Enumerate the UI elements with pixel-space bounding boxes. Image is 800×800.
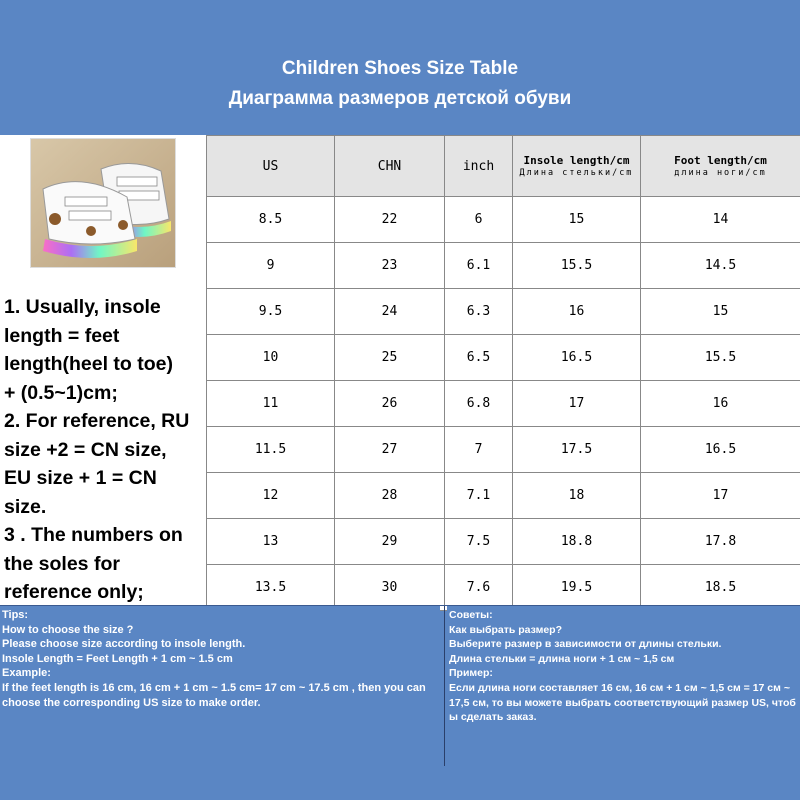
cell-inch: 7 [445, 427, 513, 473]
tip-line: If the feet length is 16 cm, 16 cm + 1 cm ~ 1.5 cm= 17 cm ~ 17.5 cm , then you can [2, 681, 426, 694]
cell-chn: 27 [335, 427, 445, 473]
header-foot-en: Foot length/cm [674, 154, 767, 167]
tip-line: Советы: [449, 609, 493, 621]
tip-line: Please choose size according to insole length. [2, 638, 246, 651]
cell-insole: 16 [513, 289, 641, 335]
header-insole-ru: Длина стельки/cm [519, 168, 634, 178]
table-row [207, 519, 800, 565]
cell-foot: 18.5 [641, 565, 800, 611]
title-russian: Диаграмма размеров детской обуви [228, 88, 572, 109]
cell-insole: 17.5 [513, 427, 641, 473]
cell-insole: 15.5 [513, 243, 641, 289]
kids-sneakers-image [31, 139, 175, 267]
note-line: reference only; [4, 581, 144, 603]
cell-foot: 16 [641, 381, 800, 427]
cell-inch: 6.1 [445, 243, 513, 289]
table-row [207, 289, 800, 335]
cell-us: 13 [207, 519, 335, 565]
cell-us: 12 [207, 473, 335, 519]
tip-line: How to choose the size ? [2, 623, 134, 636]
cell-foot: 17.8 [641, 519, 800, 565]
cell-us: 13.5 [207, 565, 335, 611]
header-foot-ru: длина ноги/cm [674, 168, 767, 178]
tip-line: Длина стельки = длина ноги + 1 см ~ 1,5 см [449, 652, 675, 665]
note-line: 2. For reference, RU [4, 410, 190, 432]
note-line: 3 . The numbers on [4, 524, 183, 546]
tip-line: Example: [2, 667, 51, 680]
header-chn: CHN [335, 136, 445, 197]
table-row [207, 473, 800, 519]
cell-inch: 6 [445, 197, 513, 243]
note-line: the soles for [4, 552, 120, 575]
column-divider [444, 606, 445, 766]
header-us: US [207, 136, 335, 197]
header-foot [641, 136, 800, 197]
cell-us: 11 [207, 381, 335, 427]
tip-line: Пример: [449, 667, 493, 680]
cell-insole: 18.8 [513, 519, 641, 565]
table-row [207, 197, 800, 243]
tip-line: Как выбрать размер? [449, 623, 562, 636]
table-header-row [207, 136, 800, 197]
cell-insole: 18 [513, 473, 641, 519]
cell-inch: 7.1 [445, 473, 513, 519]
note-line: size. [4, 495, 47, 518]
cell-us: 8.5 [207, 197, 335, 243]
header-insole-en: Insole length/cm [523, 154, 630, 167]
title-english: Children Shoes Size Table [281, 58, 519, 79]
header-banner [0, 0, 800, 135]
note-line: size +2 = CN size, [4, 438, 167, 461]
cell-us: 11.5 [207, 427, 335, 473]
cell-inch: 6.5 [445, 335, 513, 381]
note-line: EU size + 1 = CN [4, 467, 157, 489]
note-line: length = feet [4, 324, 120, 347]
header-inch: inch [445, 136, 513, 197]
note-line: + (0.5~1)cm; [4, 381, 118, 404]
table-row [207, 565, 800, 611]
cell-chn: 25 [335, 335, 445, 381]
cell-insole: 19.5 [513, 565, 641, 611]
note-line: 1. Usually, insole [4, 296, 161, 318]
size-table [206, 135, 800, 611]
tip-line: 17,5 см, то вы можете выбрать соответствующий размер US, чтоб [449, 696, 796, 709]
cell-us: 9 [207, 243, 335, 289]
cell-insole: 16.5 [513, 335, 641, 381]
product-photo [30, 138, 176, 268]
cell-inch: 7.6 [445, 565, 513, 611]
table-row [207, 243, 800, 289]
table-row [207, 381, 800, 427]
tips-russian [447, 606, 800, 800]
cell-chn: 24 [335, 289, 445, 335]
tip-line: Если длина ноги составляет 16 см, 16 см + 1 см ~ 1,5 см = 17 см ~ [449, 681, 790, 694]
cell-chn: 23 [335, 243, 445, 289]
cell-foot: 14.5 [641, 243, 800, 289]
cell-chn: 29 [335, 519, 445, 565]
table-row [207, 335, 800, 381]
cell-inch: 7.5 [445, 519, 513, 565]
cell-inch: 6.8 [445, 381, 513, 427]
cell-insole: 15 [513, 197, 641, 243]
note-line: length(heel to toe) [4, 353, 173, 375]
tip-line: ы сделать заказ. [449, 711, 537, 724]
cell-chn: 30 [335, 565, 445, 611]
tip-line: Выберите размер в зависимости от длины стельки. [449, 638, 722, 651]
cell-chn: 28 [335, 473, 445, 519]
cell-foot: 14 [641, 197, 800, 243]
cell-insole: 17 [513, 381, 641, 427]
cell-foot: 16.5 [641, 427, 800, 473]
cell-us: 10 [207, 335, 335, 381]
tip-line: choose the corresponding US size to make order. [2, 696, 261, 709]
cell-foot: 15.5 [641, 335, 800, 381]
header-insole [513, 136, 641, 197]
tips-english [0, 606, 440, 800]
tip-line: Tips: [2, 609, 29, 621]
left-panel [0, 135, 207, 605]
cell-chn: 26 [335, 381, 445, 427]
cell-chn: 22 [335, 197, 445, 243]
cell-foot: 15 [641, 289, 800, 335]
cell-us: 9.5 [207, 289, 335, 335]
cell-foot: 17 [641, 473, 800, 519]
table-row [207, 427, 800, 473]
size-notes [4, 293, 208, 607]
tip-line: Insole Length = Feet Length + 1 cm ~ 1.5 cm [2, 652, 233, 665]
cell-inch: 6.3 [445, 289, 513, 335]
